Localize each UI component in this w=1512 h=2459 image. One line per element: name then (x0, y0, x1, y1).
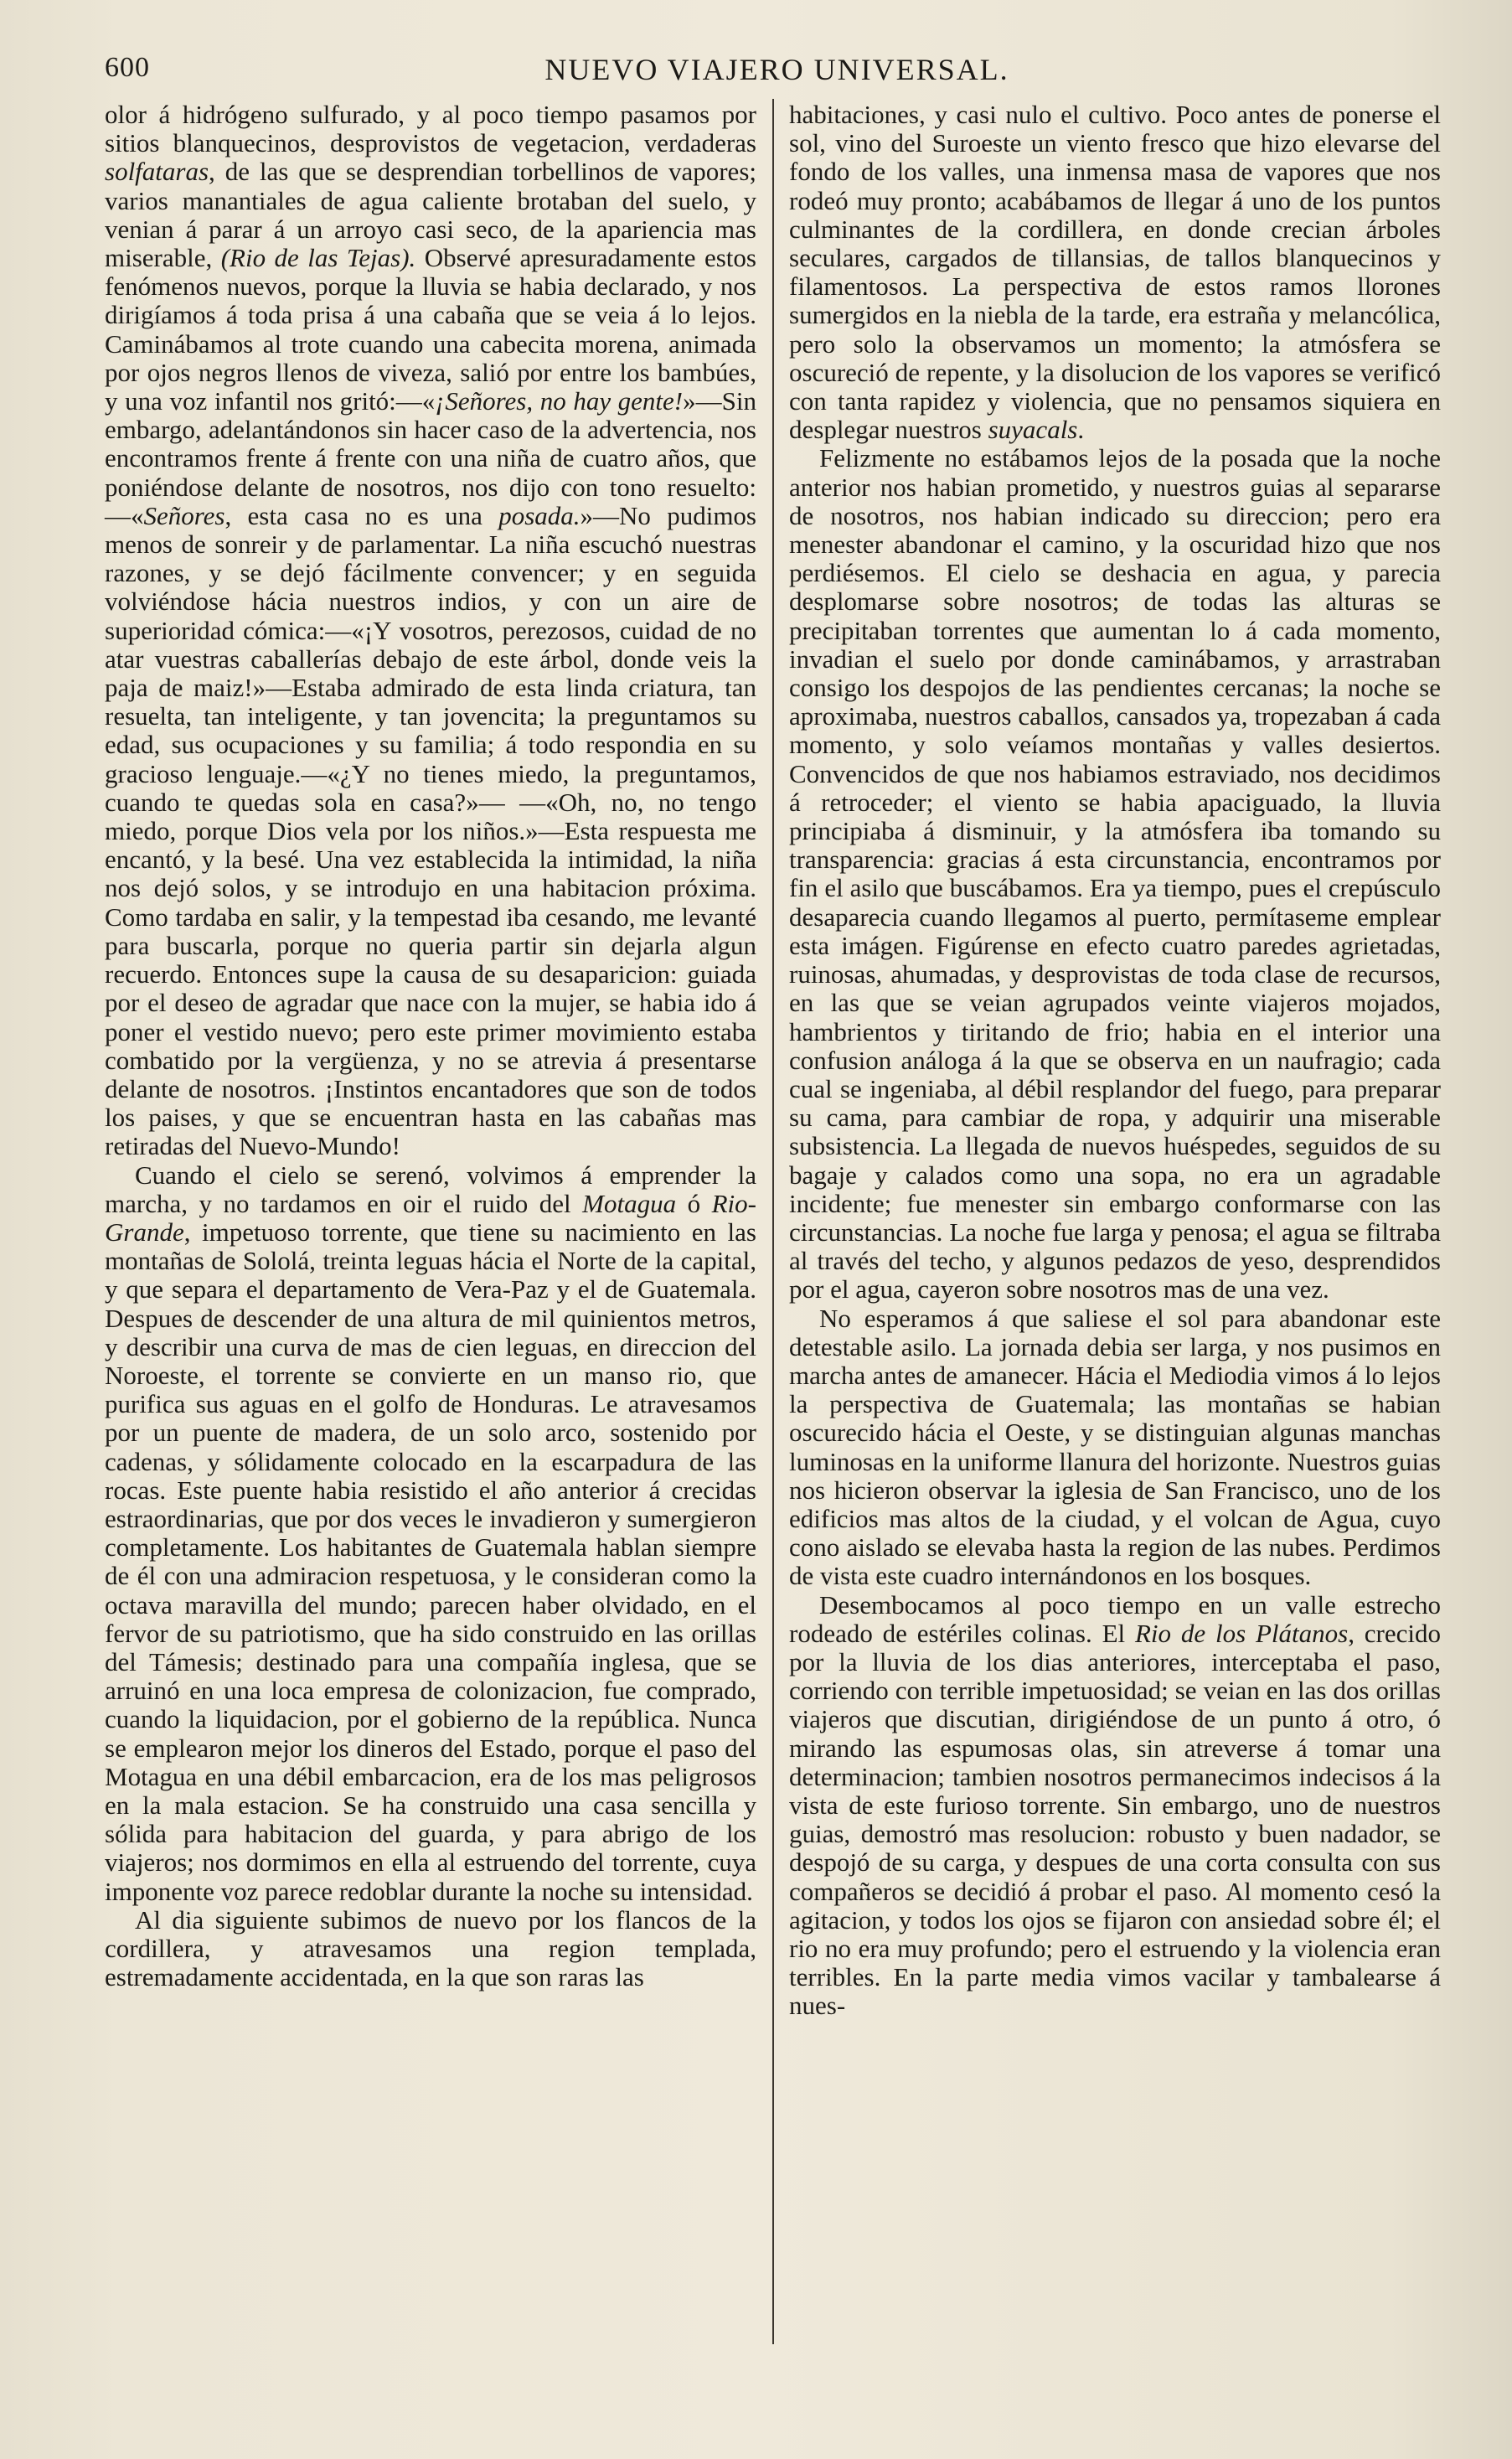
paragraph (789, 1304, 1441, 1591)
column-divider (772, 99, 774, 2344)
text-run: , esta casa no es una (224, 500, 499, 530)
right-text-column (789, 101, 1441, 2021)
italic-run: suyacals (988, 415, 1078, 445)
text-run: , crecido por la lluvia de los dias anteriores, interceptaba el paso, corriendo con terrible impetuosidad; se veian en las dos orillas viajeros que discutian, dirigiéndose de un punto á otro, ó mirando las espumosas olas, sin atreverse á tomar una determinacion; tambien nosotros permanecimos indecisos á la vista de este furioso torrente. Sin embargo, uno de nuestros guias, demostró mas resolucion: robusto y buen nadador, se despojó de su carga, y despues de una corta consulta con sus compañeros se decidió á probar el paso. Al momento cesó la agitacion, y todos los ojos se fijaron con ansiedad sobre él; el rio no era muy profundo; pero el estruendo y la violencia eran terribles. En la parte media vimos vacilar y tambalearse á nues- (789, 1618, 1442, 2021)
italic-run: posada. (498, 500, 581, 530)
paragraph (105, 101, 756, 1161)
text-run: Cuando el cielo se serenó, volvimos á emprender la marcha, y no tardamos en oir el ruido del (105, 1160, 756, 1218)
page-number: 600 (105, 52, 150, 83)
paragraph (105, 1906, 756, 1992)
italic-run: ¡Señores, no hay gente! (435, 386, 684, 416)
text-run: No esperamos á que saliese el sol para abandonar este detestable asilo. La jornada debia ser larga, y nos pusimos en marcha antes de amanecer. Hácia el Mediodia vimos á lo lejos la perspectiva de Guatemala; las montañas se habian oscurecido hácia el Oeste, y se distinguian algunas manchas luminosas en la uniforme llanura del horizonte. Nuestros guias nos hicieron observar la iglesia de San Francisco, uno de los edificios mas altos de la ciudad, y el volcan de Agua, cuyo cono aislado se elevaba hasta la region de las nubes. Perdimos de vista este cuadro internándonos en los bosques. (789, 1303, 1441, 1591)
text-run: Al dia siguiente subimos de nuevo por los flancos de la cordillera, y atravesamos una region templada, estremadamente accidentada, en la que son raras las (105, 1904, 756, 1992)
italic-run: Rio de los Plátanos (1134, 1618, 1349, 1648)
page-header (105, 52, 1449, 99)
running-title: NUEVO VIAJERO UNIVERSAL. (544, 53, 1009, 86)
paragraph (789, 1591, 1441, 2021)
italic-run: Rio-Grande (105, 1188, 756, 1247)
paragraph (789, 101, 1441, 444)
text-run: , impetuoso torrente, que tiene su nacimiento en las montañas de Sololá, treinta leguas hácia el Norte de la capital, y que separa el departamento de Vera-Paz y el de Guatemala. Despues de descender de una altura de mil quinientos metros, y describir una curva de mas de cien leguas, en direccion del Noroeste, el torrente se convierte en un manso rio, que purifica sus aguas en el golfo de Honduras. Le atravesamos por un puente de madera, de un solo arco, sostenido por cadenas, y sólidamente colocado en la escarpadura de las rocas. Este puente habia resistido el año anterior á crecidas estraordinarias, que por dos veces le invadieron y sumergieron completamente. Los habitantes de Guatemala hablan siempre de él con una admiracion respetuosa, y le consideran como la octava maravilla del mundo; parecen haber olvidado, en el fervor de su patriotismo, que ha sido construido en las orillas del Támesis; destinado para una compañía inglesa, que se arruinó en una loca empresa de colonizacion, fue comprado, cuando la liquidacion, por el gobierno de la república. Nunca se emplearon mejor los dineros del Estado, porque el paso del Motagua en una débil embarcacion, era de los mas peligrosos en la mala estacion. Se ha construido una casa sencilla y sólida para habitacion del guarda, y para abrigo de los viajeros; nos dormimos en ella al estruendo del torrente, cuya imponente voz parece redoblar durante la noche su intensidad. (105, 1217, 756, 1906)
paragraph (789, 444, 1441, 1304)
text-run: olor á hidrógeno sulfurado, y al poco tiempo pasamos por sitios blanquecinos, desprovistos de vegetacion, verdaderas (105, 100, 756, 158)
text-run: ó (676, 1188, 712, 1218)
italic-run: Señores (143, 500, 225, 530)
italic-run: Motagua (582, 1188, 677, 1218)
text-run: »—Sin embargo, adelantándonos sin hacer caso de la advertencia, nos encontramos frente á frente con una niña de cuatro años, que poniéndose delante de nosotros, nos dijo con tono resuelto:—« (105, 386, 756, 530)
italic-run: solfataras (105, 157, 209, 187)
text-run: »—No pudimos menos de sonreir y de parlamentar. La niña escuchó nuestras razones, y se dejó fácilmente convencer; y en seguida volviéndose hácia nuestros indios, y con un aire de superioridad cómica:—«¡Y vosotros, perezosos, cuidad de no atar vuestras caballerías debajo de este árbol, donde veis la paja de maiz!»—Estaba admirado de esta linda criatura, tan resuelta, tan inteligente, y tan jovencita; la preguntamos su edad, sus ocupaciones y su familia; á todo respondia en su gracioso lenguaje.—«¿Y no tienes miedo, la preguntamos, cuando te quedas sola en casa?»— —«Oh, no, no tengo miedo, porque Dios vela por los niños.»—Esta respuesta me encantó, y la besé. Una vez establecida la intimidad, la niña nos dejó solos, y se introdujo en una habitacion próxima. Como tardaba en salir, y la tempestad iba cesando, me levanté para buscarla, porque no queria partir sin dejarla algun recuerdo. Entonces supe la causa de su desaparicion: guiada por el deseo de agradar que nace con la mujer, se habia ido á poner el vestido nuevo; pero este primer movimiento estaba combatido por la vergüenza, y no se atrevia á presentarse delante de nosotros. ¡Instintos encantadores que son de todos los paises, y que se encuentran hasta en las cabañas mas retiradas del Nuevo-Mundo! (105, 500, 756, 1161)
text-run: Observé apresuradamente estos fenómenos nuevos, porque la lluvia se habia declarado, y nos dirigíamos á toda prisa á una cabaña que se veia á lo lejos. Caminábamos al trote cuando una cabecita morena, animada por ojos negros llenos de viveza, salió por entre los bambúes, y una voz infantil nos gritó:—« (105, 243, 756, 416)
text-run: Desembocamos al poco tiempo en un valle estrecho rodeado de estériles colinas. El (789, 1589, 1441, 1648)
left-text-column (105, 101, 756, 1991)
text-run: . (1077, 415, 1085, 445)
text-run: , de las que se desprendian torbellinos de vapores; varios manantiales de agua caliente brotaban del suelo, y venian á parar á un arroyo casi seco, de la apariencia mas miserable, (105, 157, 756, 273)
italic-run: (Rio de las Tejas). (220, 243, 416, 273)
text-run: Felizmente no estábamos lejos de la posada que la noche anterior nos habian prometido, y nuestros guias al separarse de nosotros, nos habian indicado su direccion; pero era menester abandonar el camino, y la oscuridad hizo que nos perdiésemos. El cielo se deshacia en agua, y parecia desplomarse sobre nosotros; de todas las alturas se precipitaban torrentes que aumentan lo á cada momento, invadian el suelo por donde caminábamos, y arrastraban consigo los despojos de las pendientes cercanas; la noche se aproximaba, nuestros caballos, cansados ya, tropezaban á cada momento, y solo veíamos montañas y valles desiertos. Convencidos de que nos habiamos estraviado, nos decidimos á retroceder; el viento se habia apaciguado, la lluvia principiaba á disminuir, y la atmósfera iba tomando su transparencia: gracias á esta circunstancia, encontramos por fin el asilo que buscábamos. Era ya tiempo, pues el crepúsculo desaparecia cuando llegamos al puerto, permítaseme emplear esta imágen. Figúrense en efecto cuatro paredes agrietadas, ruinosas, ahumadas, y desprovistas de toda clase de recursos, en las que se veian agrupados veinte viajeros mojados, hambrientos y tiritando de frio; habia en el interior una confusion análoga á la que se observa en un naufragio; cada cual se ingeniaba, al débil resplandor del fuego, para preparar su cama, para cambiar de ropa, y adquirir una miserable subsistencia. La llegada de nuevos huéspedes, seguidos de su bagaje y calados como una sopa, no era un agradable incidente; fue menester sin embargo conformarse con las circunstancias. La noche fue larga y penosa; el agua se filtraba al través del techo, y algunos pedazos de yeso, desprendidos por el agua, cayeron sobre nosotros mas de una vez. (789, 443, 1441, 1304)
text-run: habitaciones, y casi nulo el cultivo. Poco antes de ponerse el sol, vino del Suroeste un viento fresco que hizo elevarse del fondo de los valles, una inmensa masa de vapores que nos rodeó muy pronto; acabábamos de llegar á uno de los puntos culminantes de la cordillera, en donde crecian árboles seculares, cargados de tillansias, de tallos blanquecinos y filamentosos. La perspectiva de estos ramos llorones sumergidos en la niebla de la tarde, era estraña y melancólica, pero solo la observamos un momento; la atmósfera se oscureció de repente, y la disolucion de los vapores se verificó con tanta rapidez y violencia, que no pensamos siquiera en desplegar nuestros (789, 100, 1441, 445)
paragraph (105, 1161, 756, 1906)
